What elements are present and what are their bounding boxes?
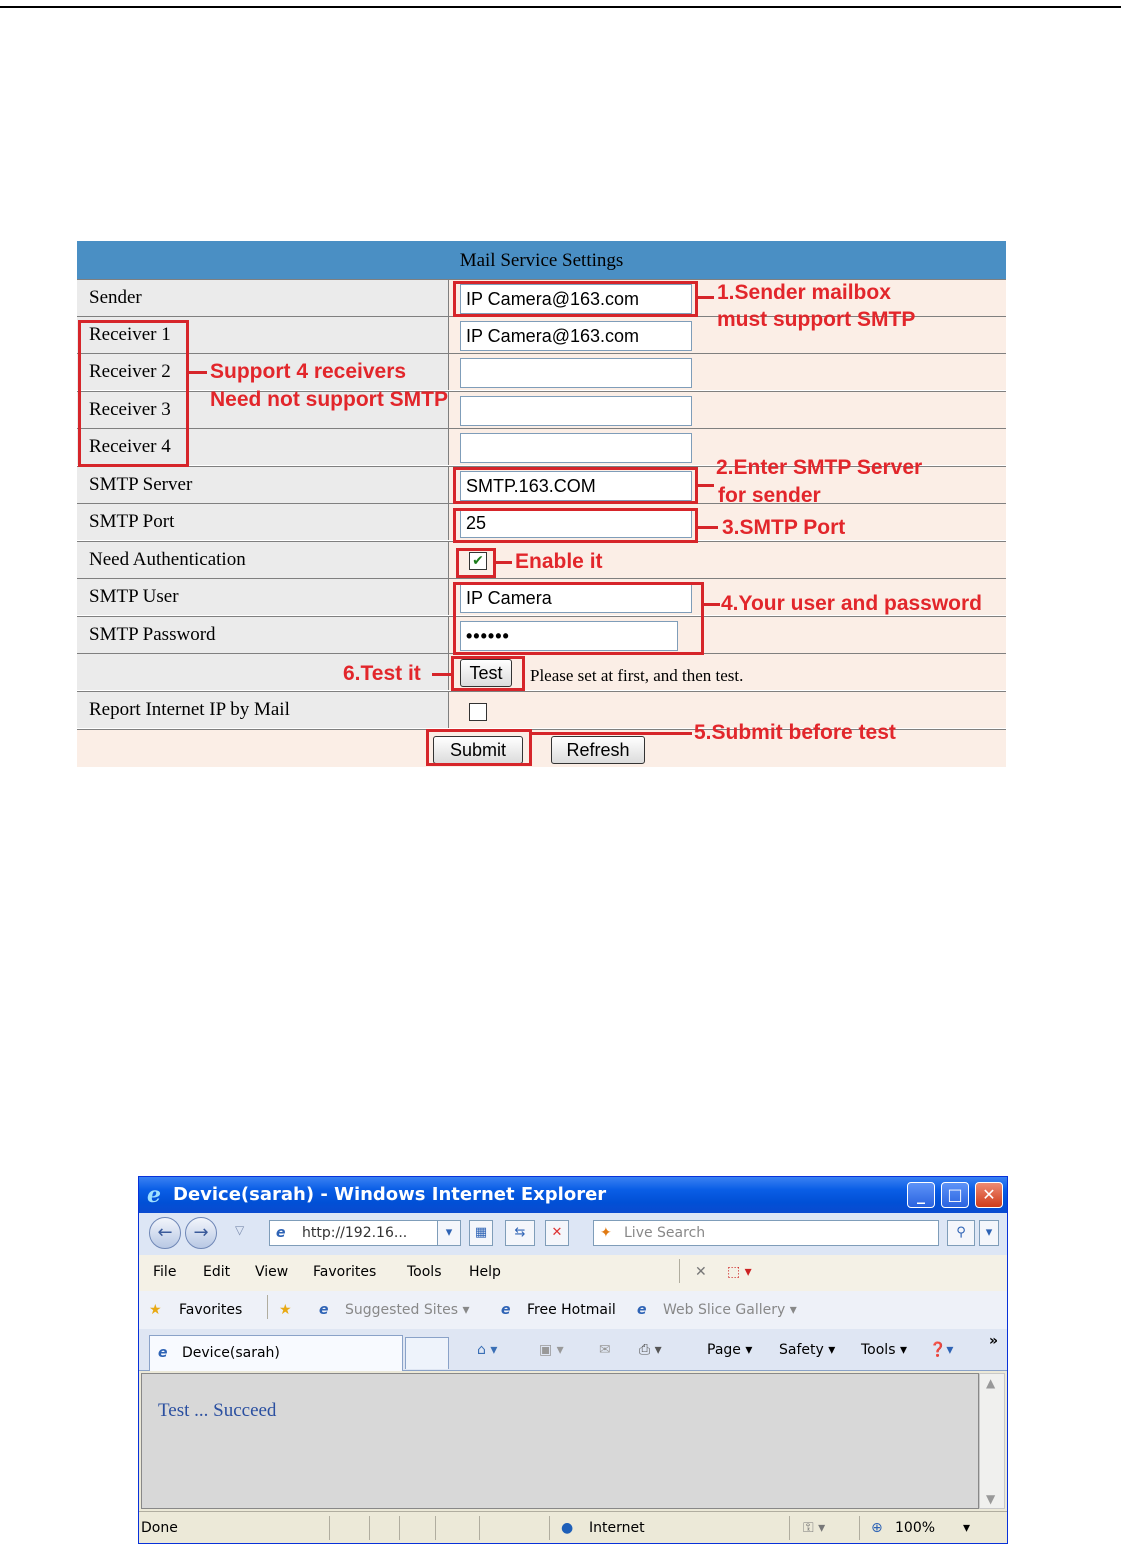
status-sep-4	[435, 1516, 436, 1540]
address-toolbar	[139, 1213, 1007, 1255]
web-slice-link[interactable]: Web Slice Gallery ▾	[663, 1302, 797, 1318]
browser-window	[138, 1176, 1008, 1544]
test-note: Please set at first, and then test.	[530, 666, 744, 685]
windows-live-icon: ✦	[600, 1225, 612, 1241]
smtp-port-highlight-box	[453, 508, 698, 543]
help-icon[interactable]: ❓▾	[929, 1342, 954, 1358]
test-button[interactable]: Test	[460, 659, 512, 687]
menu-separator	[679, 1259, 680, 1283]
internet-zone-icon: ●	[561, 1520, 574, 1536]
status-zone: Internet	[589, 1520, 645, 1536]
tab-device[interactable]	[149, 1335, 403, 1371]
favorites-button[interactable]: Favorites	[179, 1302, 243, 1318]
favbar-separator	[267, 1295, 268, 1319]
address-text: http://192.16...	[302, 1225, 408, 1241]
minimize-button[interactable]: _	[907, 1182, 935, 1208]
tab-label: Device(sarah)	[182, 1345, 280, 1361]
status-text: Done	[141, 1520, 178, 1536]
smtp-user-input[interactable]: IP Camera	[460, 583, 692, 613]
scroll-up-icon[interactable]: ▲	[986, 1376, 996, 1390]
feeds-icon[interactable]: ▣ ▾	[539, 1342, 564, 1358]
smtp-password-input[interactable]: ••••••	[460, 621, 678, 651]
status-sep-3	[399, 1516, 400, 1540]
add-favorites-icon[interactable]: ★	[279, 1302, 292, 1318]
tools-menu[interactable]: Tools ▾	[861, 1342, 907, 1358]
annotation-enable: Enable it	[515, 550, 603, 573]
menu-help[interactable]: Help	[469, 1264, 501, 1280]
menu-tools[interactable]: Tools	[407, 1264, 442, 1280]
report-ip-checkbox[interactable]	[469, 703, 487, 721]
suggested-sites-icon: e	[319, 1302, 329, 1318]
smtp-server-pointer	[698, 484, 714, 487]
smtp-user-label: SMTP User	[77, 579, 449, 615]
smtp-port-label: SMTP Port	[77, 504, 449, 540]
receivers-highlight-box	[78, 320, 189, 467]
favorites-bar	[139, 1291, 1007, 1329]
receivers-pointer	[189, 371, 207, 374]
submit-highlight-box	[426, 729, 532, 766]
close-button[interactable]: ✕	[975, 1182, 1003, 1208]
page-top-rule	[0, 6, 1121, 8]
sender-input[interactable]: IP Camera@163.com	[460, 284, 692, 314]
sender-label: Sender	[77, 280, 449, 316]
search-options-button[interactable]: ▾	[979, 1220, 999, 1246]
new-tab-button[interactable]	[405, 1337, 449, 1369]
pdf-icon[interactable]: ⬚ ▾	[727, 1264, 752, 1280]
auth-highlight-box	[456, 548, 496, 578]
print-icon[interactable]: ⎙ ▾	[639, 1342, 662, 1358]
submit-button[interactable]: Submit	[433, 736, 523, 764]
need-auth-checkbox[interactable]: ✔	[469, 552, 487, 570]
smtp-server-highlight-box	[453, 467, 698, 504]
status-sep-5	[479, 1516, 480, 1540]
search-placeholder: Live Search	[624, 1225, 706, 1241]
hotmail-icon: e	[501, 1302, 511, 1318]
zoom-icon[interactable]: ⊕	[871, 1520, 883, 1536]
receiver4-label: Receiver 4	[77, 429, 449, 465]
favorites-star-icon: ★	[149, 1302, 162, 1318]
address-input[interactable]	[269, 1220, 461, 1246]
page-icon: e	[276, 1225, 286, 1241]
free-hotmail-link[interactable]: Free Hotmail	[527, 1302, 616, 1318]
toolbar-overflow-icon[interactable]: »	[989, 1333, 999, 1349]
need-auth-label: Need Authentication	[77, 542, 449, 578]
refresh-button[interactable]: Refresh	[551, 736, 645, 764]
browser-titlebar[interactable]	[139, 1177, 1007, 1213]
history-dropdown-icon[interactable]: ▽	[235, 1223, 245, 1237]
test-pointer	[432, 673, 451, 676]
back-button[interactable]: ←	[149, 1217, 181, 1249]
user-password-highlight-box	[453, 582, 704, 655]
search-icon[interactable]: ⚲	[947, 1220, 975, 1246]
status-zoom[interactable]: 100%	[895, 1520, 936, 1536]
refresh-icon[interactable]: ⇆	[505, 1220, 535, 1246]
compatibility-view-button[interactable]: ▦	[469, 1220, 493, 1246]
test-result-message: Test ... Succeed	[158, 1400, 277, 1421]
read-mail-icon[interactable]: ✉	[599, 1342, 611, 1358]
receiver2-label: Receiver 2	[77, 354, 449, 390]
home-icon[interactable]: ⌂ ▾	[477, 1342, 498, 1358]
user-password-pointer	[704, 603, 720, 606]
status-sep-8	[859, 1516, 860, 1540]
status-sep-6	[549, 1516, 550, 1540]
annotation-2-line2: for sender	[718, 484, 821, 507]
protected-mode-icon[interactable]: ⚿ ▾	[803, 1520, 826, 1536]
tab-bar	[139, 1329, 1007, 1371]
status-sep-2	[369, 1516, 370, 1540]
close-toolbar-icon[interactable]: ✕	[695, 1264, 707, 1280]
web-slice-icon: e	[637, 1302, 647, 1318]
receiver3-label: Receiver 3	[77, 392, 449, 428]
panel-title: Mail Service Settings	[77, 241, 1006, 279]
annotation-receivers-line1: Support 4 receivers	[210, 360, 407, 383]
receiver3-input[interactable]	[460, 396, 692, 426]
test-highlight-box	[451, 656, 525, 691]
tab-page-icon: e	[158, 1345, 168, 1361]
forward-button[interactable]: →	[185, 1217, 217, 1249]
submit-pointer	[532, 732, 692, 735]
annotation-5: 5.Submit before test	[694, 721, 896, 744]
status-sep-7	[789, 1516, 790, 1540]
smtp-server-input[interactable]: SMTP.163.COM	[460, 471, 692, 501]
sender-highlight-box	[453, 281, 698, 317]
address-dropdown-button[interactable]: ▾	[437, 1220, 461, 1246]
annotation-3: 3.SMTP Port	[722, 516, 846, 539]
smtp-port-pointer	[698, 526, 718, 529]
maximize-button[interactable]: □	[941, 1182, 969, 1208]
menu-view[interactable]: View	[255, 1264, 289, 1280]
vertical-scrollbar[interactable]	[979, 1373, 1005, 1509]
annotation-1-line1: 1.Sender mailbox	[717, 281, 891, 304]
suggested-sites-link[interactable]: Suggested Sites ▾	[345, 1302, 470, 1318]
scroll-down-icon[interactable]: ▼	[986, 1492, 996, 1506]
stop-icon[interactable]: ✕	[545, 1220, 569, 1246]
annotation-2-line1: 2.Enter SMTP Server	[716, 456, 923, 479]
annotation-1-line2: must support SMTP	[717, 308, 916, 331]
safety-menu[interactable]: Safety ▾	[779, 1342, 836, 1358]
annotation-4: 4.Your user and password	[721, 592, 983, 615]
row-test	[77, 653, 1006, 690]
smtp-server-label: SMTP Server	[77, 467, 449, 503]
menu-file[interactable]: File	[153, 1264, 177, 1280]
menu-favorites[interactable]: Favorites	[313, 1264, 377, 1280]
status-sep-1	[329, 1516, 330, 1540]
auth-pointer	[496, 561, 512, 564]
page-content	[141, 1373, 979, 1509]
page-menu[interactable]: Page ▾	[707, 1342, 753, 1358]
zoom-dropdown-icon[interactable]: ▾	[963, 1520, 971, 1536]
report-ip-label: Report Internet IP by Mail	[77, 692, 449, 728]
menu-edit[interactable]: Edit	[203, 1264, 231, 1280]
receiver1-input[interactable]: IP Camera@163.com	[460, 321, 692, 351]
receiver1-label: Receiver 1	[77, 317, 449, 353]
ie-logo-icon: e	[147, 1182, 161, 1208]
search-input[interactable]	[593, 1220, 939, 1246]
annotation-6: 6.Test it	[343, 662, 421, 685]
receiver4-input[interactable]	[460, 433, 692, 463]
receiver2-input[interactable]	[460, 358, 692, 388]
status-bar	[139, 1511, 1007, 1543]
annotation-receivers-line2: Need not support SMTP	[210, 388, 448, 411]
smtp-password-label: SMTP Password	[77, 617, 449, 653]
menu-bar	[139, 1255, 1007, 1291]
smtp-port-input[interactable]: 25	[460, 508, 692, 538]
browser-title: Device(sarah) - Windows Internet Explorer	[173, 1184, 607, 1205]
sender-pointer	[698, 296, 714, 299]
